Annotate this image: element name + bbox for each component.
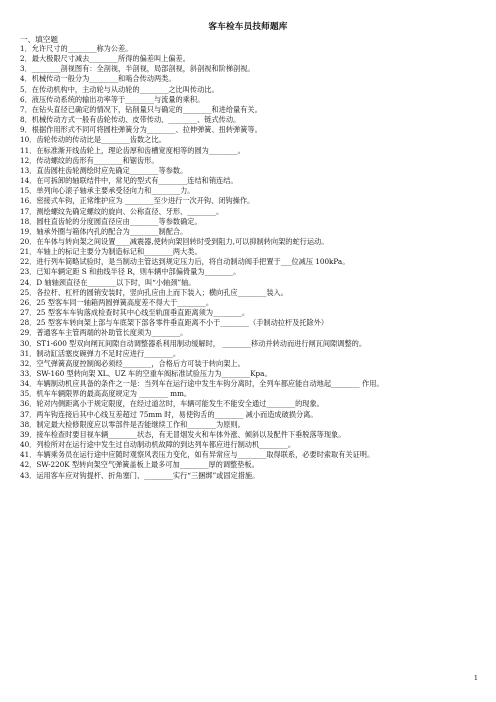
question-item: 5．在传动机构中，主动轮与从动轮的________之比叫传动比。: [20, 84, 219, 94]
question-item: 37．两车钩连接后其中心线互差超过 75mm 时，易使钩舌的________ 减小而造成破损分离。: [20, 409, 318, 419]
question-item: 17．测绘螺纹先确定螺纹的旋向、公称直径、牙形、________。: [20, 206, 224, 216]
question-item: 18．圆柱直齿轮的分度圆直径应由________等参数确定。: [20, 216, 202, 226]
section-heading: 一、填空题: [20, 35, 58, 44]
page-number: 1: [473, 674, 478, 682]
question-item: 28．25 型客车转向架上部与车底架下部各零件垂直距离不小于________（手制动拉杆及托除外）: [20, 318, 329, 328]
question-item: 15．单列向心滚子轴承主要承受径向力和________力。: [20, 186, 195, 196]
question-item: 23．已知车辆定距 S 和曲线半径 R，则车辆中部偏倚量为________。: [20, 267, 241, 277]
question-item: 33．SW-160 型转向架 XL、UZ 车的空重车阀标准试验压力为________Kpa。: [20, 369, 272, 378]
question-item: 14．在可拆卸的轴联结件中，常见的型式有________连结和销连结。: [20, 176, 238, 186]
question-item: 6．液压传动系统的输出功率等于________与流量的乘积。: [20, 94, 205, 104]
question-item: 30．ST1-600 型双向闸瓦间隙自动调整器系利用制动缓解时， ________移动并转动而进行闸瓦间隙调整的。: [20, 338, 367, 348]
question-item: 13．直齿圆柱齿轮测绘时应先确定________等参数。: [20, 165, 188, 175]
question-item: 19．轴承外圈与箱体内孔的配合为________制配合。: [20, 226, 188, 236]
question-item: 27．25 型客车车钩落成检查时其中心线至轨面垂直距离须为________。: [20, 308, 250, 318]
question-item: 8．机械传动方式一般有齿轮传动、皮带传动、________、链式传动。: [20, 115, 241, 125]
question-list: [20, 44, 480, 481]
question-item: 3．________剖视图有：全剖视，半剖视，局部剖视，斜剖视和阶梯剖视。: [20, 64, 255, 74]
question-item: 34．车辆制动机应具备的条件之一是：当列车在运行途中发生车钩分离时，全列车都应能自动地起________ 作用。: [20, 379, 384, 389]
question-item: 16．密接式车钩，正常维护应为 ________至少进行一次开钩、闭钩操作。: [20, 196, 255, 206]
question-item: 43．运用客车应对钩提杆、折角塞门、________实行“三捆绑”或固定措施。: [20, 470, 260, 480]
question-item: 20．在车体与转向架之间设置____减震器,使转向架回转时受到阻力,可以抑制转向架的蛇行运动。: [20, 236, 329, 246]
question-item: 40．列检所对在运行途中发生过自动制动机故障的到达列车都应进行制动机________。: [20, 440, 296, 450]
question-item: 41．车辆乘务员在运行途中应随时观察风表压力变化，如有异常应与________取得联系，必要时索取有关证明。: [20, 450, 375, 460]
question-item: 32．空气弹簧高度控制阀必须经________，合格后方可装于转向架上。: [20, 358, 245, 368]
question-item: 35．机车车辆限界的最高高度规定为 ________ mm。: [20, 389, 192, 399]
document-title: 客车检车员技师题库: [208, 22, 288, 32]
question-item: 26．25 型客车同一轴箱两圆弹簧高度差不得大于________。: [20, 297, 214, 307]
question-item: 24．D 轴轴颈直径在________以下时，叫“小轴颈”轴。: [20, 277, 196, 287]
question-item: 21．车轴上的标记主要分为制造标记和________两大类。: [20, 247, 202, 257]
question-item: 11．在标准渐开线齿轮上，理论齿厚和齿槽宽度相等的圆为________。: [20, 145, 245, 155]
question-item: 29．普通客车主管两端的补助管长度须为________。: [20, 328, 188, 338]
question-item: 38．制定最大检修限度应以零部件是否能继续工作和________为原则。: [20, 419, 245, 429]
question-item: 7．在钻头直径已确定的情况下，钻削量只与确定的________和进给量有关。: [20, 104, 262, 114]
question-item: 22．进行列车简略试验时，是当制动主管达到规定压力后，将自动制动阀手把置于___位减压 100kPa。: [20, 257, 350, 267]
question-item: 42．SW-220K 型转向架空气弹簧盖板上最多可加________厚的调整垫板。: [20, 460, 259, 470]
question-item: 25．各拉杆、杠杆的圆销安装时，竖向孔应由上而下装入；横向孔应________装入。: [20, 287, 288, 297]
question-item: 12．传动螺纹的齿形有________和锯齿形。: [20, 155, 159, 165]
question-item: 31．制动缸活塞皮碗弹力不足时应进行________。: [20, 348, 181, 358]
question-item: 36．轮对内侧距离小于规定限度，在经过道岔时，车辆可能发生不能安全通过________的现象。: [20, 399, 324, 409]
question-item: 39．接车检查时要目视车辆________状态，有无冒烟发火和车体外涨、倾斜以及配件下垂脱落等现象。: [20, 429, 346, 439]
question-item: 2．最大极限尺寸减去________所得的偏差叫上偏差。: [20, 54, 190, 64]
question-item: 10．齿轮传动的传动比是________齿数之比。: [20, 135, 166, 145]
question-item: 1．允许尺寸的________称为公差。: [20, 44, 133, 53]
question-item: 4．机械传动一般分为________和啮合传动两类。: [20, 74, 176, 84]
question-item: 9．根据作用形式不同可将圆柱弹簧分为________、拉伸弹簧、扭转弹簧等。: [20, 125, 262, 135]
